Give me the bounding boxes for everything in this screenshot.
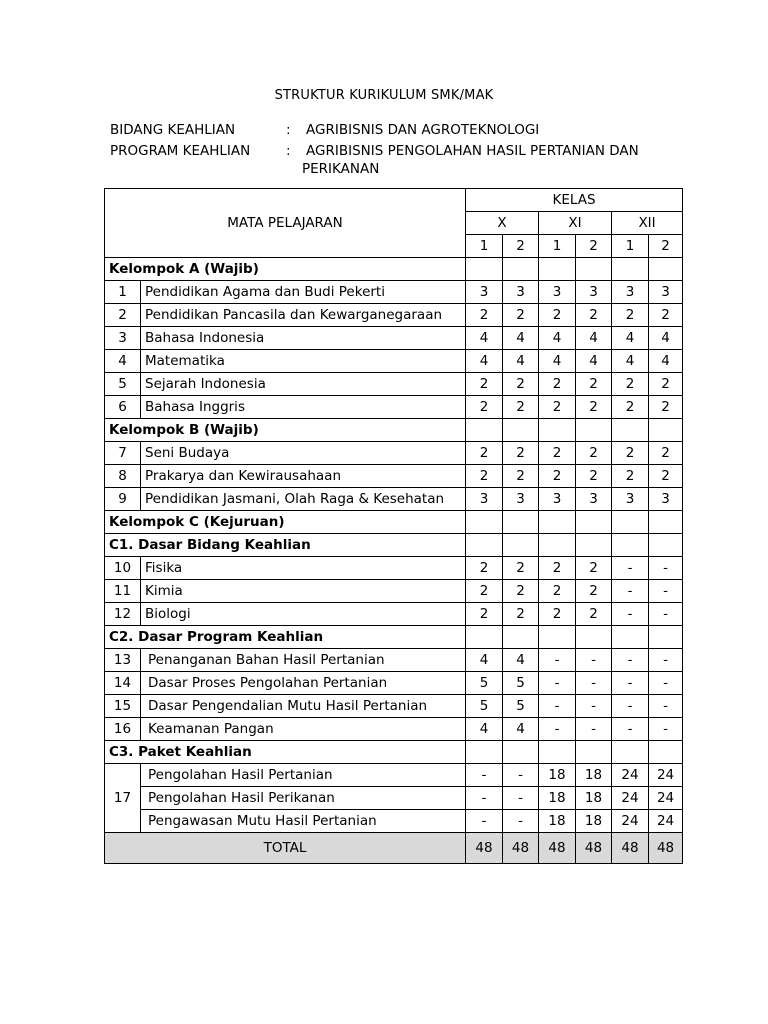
subject-name: Sejarah Indonesia bbox=[141, 373, 466, 396]
hours-cell: 2 bbox=[649, 373, 683, 396]
hours-cell: - bbox=[576, 695, 612, 718]
hours-cell: 2 bbox=[466, 465, 503, 488]
hours-cell: 4 bbox=[503, 350, 539, 373]
hours-cell: 2 bbox=[576, 304, 612, 327]
empty-cell bbox=[649, 534, 683, 557]
hours-cell: 24 bbox=[612, 787, 649, 810]
empty-cell bbox=[466, 511, 503, 534]
row-number: 15 bbox=[105, 695, 141, 718]
hours-cell: - bbox=[649, 649, 683, 672]
hours-cell: 2 bbox=[612, 465, 649, 488]
hours-cell: 2 bbox=[576, 557, 612, 580]
empty-cell bbox=[539, 258, 576, 281]
empty-cell bbox=[503, 741, 539, 764]
hours-cell: - bbox=[612, 557, 649, 580]
hours-cell: 3 bbox=[649, 281, 683, 304]
hours-cell: 18 bbox=[576, 764, 612, 787]
table-row bbox=[105, 603, 683, 626]
row-number: 2 bbox=[105, 304, 141, 327]
hours-cell: - bbox=[503, 810, 539, 833]
hours-cell: - bbox=[539, 649, 576, 672]
hours-cell: 24 bbox=[649, 787, 683, 810]
hours-cell: 3 bbox=[503, 488, 539, 511]
subject-name: Prakarya dan Kewirausahaan bbox=[141, 465, 466, 488]
semester-header: 1 bbox=[539, 235, 576, 258]
table-row bbox=[105, 442, 683, 465]
grade-header: X bbox=[466, 212, 539, 235]
hours-cell: - bbox=[466, 810, 503, 833]
hours-cell: 3 bbox=[612, 281, 649, 304]
hours-cell: 2 bbox=[539, 396, 576, 419]
bidang-keahlian-label: BIDANG KEAHLIAN bbox=[110, 122, 236, 138]
hours-cell: 4 bbox=[503, 718, 539, 741]
table-row bbox=[105, 695, 683, 718]
table-row bbox=[105, 281, 683, 304]
row-number: 13 bbox=[105, 649, 141, 672]
empty-cell bbox=[649, 258, 683, 281]
hours-cell: 2 bbox=[539, 373, 576, 396]
hours-cell: 3 bbox=[539, 488, 576, 511]
group-row bbox=[105, 511, 683, 534]
table-row bbox=[105, 649, 683, 672]
hours-cell: - bbox=[612, 649, 649, 672]
total-cell: 48 bbox=[503, 833, 539, 864]
hours-cell: 2 bbox=[466, 304, 503, 327]
hours-cell: - bbox=[466, 764, 503, 787]
hours-cell: 4 bbox=[466, 649, 503, 672]
row-number: 1 bbox=[105, 281, 141, 304]
table-row bbox=[105, 396, 683, 419]
hours-cell: - bbox=[576, 672, 612, 695]
hours-cell: - bbox=[576, 718, 612, 741]
empty-cell bbox=[576, 741, 612, 764]
group-label: Kelompok B (Wajib) bbox=[105, 419, 466, 442]
subject-name: Pendidikan Agama dan Budi Pekerti bbox=[141, 281, 466, 304]
hours-cell: 4 bbox=[576, 327, 612, 350]
group-label: Kelompok C (Kejuruan) bbox=[105, 511, 466, 534]
total-row bbox=[105, 833, 683, 864]
empty-cell bbox=[612, 419, 649, 442]
row-number: 5 bbox=[105, 373, 141, 396]
hours-cell: 2 bbox=[503, 396, 539, 419]
hours-cell: - bbox=[649, 603, 683, 626]
hours-cell: 2 bbox=[503, 557, 539, 580]
hours-cell: 2 bbox=[612, 304, 649, 327]
hours-cell: 2 bbox=[466, 557, 503, 580]
empty-cell bbox=[466, 258, 503, 281]
table-row bbox=[105, 350, 683, 373]
hours-cell: 2 bbox=[576, 373, 612, 396]
group-label: C1. Dasar Bidang Keahlian bbox=[105, 534, 466, 557]
program-keahlian-value-line1: AGRIBISNIS PENGOLAHAN HASIL PERTANIAN DAN bbox=[306, 143, 639, 159]
hours-cell: - bbox=[612, 695, 649, 718]
subject-name: Seni Budaya bbox=[141, 442, 466, 465]
empty-cell bbox=[539, 419, 576, 442]
semester-header: 2 bbox=[649, 235, 683, 258]
empty-cell bbox=[576, 258, 612, 281]
hours-cell: 2 bbox=[539, 442, 576, 465]
total-cell: 48 bbox=[576, 833, 612, 864]
subject-name: Matematika bbox=[141, 350, 466, 373]
hours-cell: - bbox=[612, 580, 649, 603]
hours-cell: - bbox=[576, 649, 612, 672]
hours-cell: - bbox=[612, 603, 649, 626]
hours-cell: 18 bbox=[576, 787, 612, 810]
group-row bbox=[105, 534, 683, 557]
group-label: C3. Paket Keahlian bbox=[105, 741, 466, 764]
hours-cell: 2 bbox=[612, 373, 649, 396]
hours-cell: 24 bbox=[612, 764, 649, 787]
table-row bbox=[105, 327, 683, 350]
table-row bbox=[105, 764, 683, 787]
group-row bbox=[105, 419, 683, 442]
colon: : bbox=[286, 122, 291, 138]
semester-header: 1 bbox=[612, 235, 649, 258]
empty-cell bbox=[649, 419, 683, 442]
subject-name: Pengolahan Hasil Perikanan bbox=[141, 787, 466, 810]
header-row-kelas bbox=[105, 189, 683, 212]
hours-cell: - bbox=[649, 557, 683, 580]
empty-cell bbox=[612, 741, 649, 764]
hours-cell: 4 bbox=[539, 327, 576, 350]
empty-cell bbox=[539, 626, 576, 649]
empty-cell bbox=[576, 626, 612, 649]
hours-cell: - bbox=[649, 672, 683, 695]
hours-cell: - bbox=[612, 718, 649, 741]
empty-cell bbox=[612, 511, 649, 534]
hours-cell: 4 bbox=[612, 350, 649, 373]
hours-cell: - bbox=[612, 672, 649, 695]
empty-cell bbox=[539, 511, 576, 534]
total-cell: 48 bbox=[539, 833, 576, 864]
hours-cell: 2 bbox=[466, 396, 503, 419]
program-keahlian-value-line2: PERIKANAN bbox=[302, 161, 380, 177]
total-cell: 48 bbox=[649, 833, 683, 864]
hours-cell: 5 bbox=[466, 695, 503, 718]
total-cell: 48 bbox=[612, 833, 649, 864]
subject-name: Penanganan Bahan Hasil Pertanian bbox=[141, 649, 466, 672]
subject-name: Bahasa Indonesia bbox=[141, 327, 466, 350]
hours-cell: 4 bbox=[576, 350, 612, 373]
hours-cell: 2 bbox=[649, 396, 683, 419]
empty-cell bbox=[503, 419, 539, 442]
hours-cell: 5 bbox=[503, 672, 539, 695]
hours-cell: 4 bbox=[503, 649, 539, 672]
hours-cell: 3 bbox=[612, 488, 649, 511]
row-number: 7 bbox=[105, 442, 141, 465]
subject-name: Pengolahan Hasil Pertanian bbox=[141, 764, 466, 787]
grade-header: XII bbox=[612, 212, 683, 235]
hours-cell: - bbox=[503, 787, 539, 810]
empty-cell bbox=[649, 626, 683, 649]
hours-cell: 5 bbox=[466, 672, 503, 695]
hours-cell: - bbox=[539, 695, 576, 718]
hours-cell: 2 bbox=[466, 603, 503, 626]
hours-cell: 2 bbox=[649, 442, 683, 465]
subject-name: Bahasa Inggris bbox=[141, 396, 466, 419]
subject-name: Biologi bbox=[141, 603, 466, 626]
kelas-header: KELAS bbox=[466, 189, 683, 212]
group-label: Kelompok A (Wajib) bbox=[105, 258, 466, 281]
total-cell: 48 bbox=[466, 833, 503, 864]
hours-cell: - bbox=[649, 718, 683, 741]
subject-name: Pendidikan Pancasila dan Kewarganegaraan bbox=[141, 304, 466, 327]
hours-cell: 4 bbox=[466, 718, 503, 741]
hours-cell: 2 bbox=[466, 373, 503, 396]
subject-name: Dasar Proses Pengolahan Pertanian bbox=[141, 672, 466, 695]
hours-cell: 18 bbox=[539, 764, 576, 787]
subject-name: Kimia bbox=[141, 580, 466, 603]
hours-cell: 4 bbox=[466, 327, 503, 350]
row-number: 12 bbox=[105, 603, 141, 626]
row-number: 4 bbox=[105, 350, 141, 373]
bidang-keahlian-value: AGRIBISNIS DAN AGROTEKNOLOGI bbox=[306, 122, 540, 138]
colon: : bbox=[286, 143, 291, 159]
hours-cell: 4 bbox=[612, 327, 649, 350]
empty-cell bbox=[503, 511, 539, 534]
empty-cell bbox=[576, 534, 612, 557]
group-label: C2. Dasar Program Keahlian bbox=[105, 626, 466, 649]
table-row bbox=[105, 557, 683, 580]
table-row bbox=[105, 787, 683, 810]
empty-cell bbox=[649, 741, 683, 764]
semester-header: 2 bbox=[503, 235, 539, 258]
hours-cell: 3 bbox=[576, 488, 612, 511]
hours-cell: 2 bbox=[539, 304, 576, 327]
hours-cell: 3 bbox=[576, 281, 612, 304]
total-label: TOTAL bbox=[105, 833, 466, 864]
empty-cell bbox=[503, 534, 539, 557]
hours-cell: 2 bbox=[503, 304, 539, 327]
grade-header: XI bbox=[539, 212, 612, 235]
empty-cell bbox=[539, 534, 576, 557]
semester-header: 1 bbox=[466, 235, 503, 258]
table-row bbox=[105, 465, 683, 488]
group-row bbox=[105, 258, 683, 281]
hours-cell: - bbox=[503, 764, 539, 787]
group-row bbox=[105, 626, 683, 649]
empty-cell bbox=[503, 626, 539, 649]
hours-cell: 2 bbox=[612, 442, 649, 465]
hours-cell: 24 bbox=[649, 810, 683, 833]
hours-cell: 3 bbox=[539, 281, 576, 304]
hours-cell: 2 bbox=[576, 442, 612, 465]
curriculum-table bbox=[104, 188, 683, 864]
hours-cell: 2 bbox=[539, 603, 576, 626]
empty-cell bbox=[612, 534, 649, 557]
hours-cell: 2 bbox=[503, 603, 539, 626]
subject-name: Pendidikan Jasmani, Olah Raga & Kesehatan bbox=[141, 488, 466, 511]
hours-cell: 2 bbox=[466, 442, 503, 465]
hours-cell: 4 bbox=[503, 327, 539, 350]
hours-cell: 2 bbox=[503, 373, 539, 396]
table-row bbox=[105, 304, 683, 327]
empty-cell bbox=[576, 419, 612, 442]
subject-name: Dasar Pengendalian Mutu Hasil Pertanian bbox=[141, 695, 466, 718]
empty-cell bbox=[612, 626, 649, 649]
row-number: 3 bbox=[105, 327, 141, 350]
empty-cell bbox=[466, 534, 503, 557]
hours-cell: 3 bbox=[466, 488, 503, 511]
hours-cell: - bbox=[466, 787, 503, 810]
program-keahlian-label: PROGRAM KEAHLIAN bbox=[110, 143, 251, 159]
hours-cell: 2 bbox=[649, 465, 683, 488]
row-number: 17 bbox=[105, 764, 141, 833]
row-number: 16 bbox=[105, 718, 141, 741]
table-row bbox=[105, 580, 683, 603]
empty-cell bbox=[539, 741, 576, 764]
hours-cell: 2 bbox=[503, 465, 539, 488]
hours-cell: - bbox=[539, 672, 576, 695]
table-row bbox=[105, 373, 683, 396]
hours-cell: - bbox=[649, 695, 683, 718]
group-row bbox=[105, 741, 683, 764]
hours-cell: 18 bbox=[539, 787, 576, 810]
hours-cell: 2 bbox=[576, 465, 612, 488]
table-row bbox=[105, 810, 683, 833]
hours-cell: 18 bbox=[576, 810, 612, 833]
empty-cell bbox=[649, 511, 683, 534]
hours-cell: 2 bbox=[503, 442, 539, 465]
empty-cell bbox=[503, 258, 539, 281]
hours-cell: 4 bbox=[649, 350, 683, 373]
table-row bbox=[105, 672, 683, 695]
hours-cell: 2 bbox=[612, 396, 649, 419]
hours-cell: 2 bbox=[576, 603, 612, 626]
hours-cell: 24 bbox=[612, 810, 649, 833]
hours-cell: 3 bbox=[466, 281, 503, 304]
row-number: 9 bbox=[105, 488, 141, 511]
hours-cell: - bbox=[649, 580, 683, 603]
document-title: STRUKTUR KURIKULUM SMK/MAK bbox=[274, 88, 494, 103]
empty-cell bbox=[466, 741, 503, 764]
hours-cell: 4 bbox=[466, 350, 503, 373]
subject-name: Keamanan Pangan bbox=[141, 718, 466, 741]
row-number: 8 bbox=[105, 465, 141, 488]
hours-cell: 4 bbox=[649, 327, 683, 350]
hours-cell: 3 bbox=[503, 281, 539, 304]
hours-cell: 5 bbox=[503, 695, 539, 718]
row-number: 10 bbox=[105, 557, 141, 580]
hours-cell: 2 bbox=[539, 580, 576, 603]
row-number: 6 bbox=[105, 396, 141, 419]
hours-cell: 2 bbox=[576, 396, 612, 419]
hours-cell: 3 bbox=[649, 488, 683, 511]
hours-cell: 4 bbox=[539, 350, 576, 373]
mata-pelajaran-header: MATA PELAJARAN bbox=[105, 189, 466, 258]
hours-cell: 18 bbox=[539, 810, 576, 833]
hours-cell: 2 bbox=[539, 557, 576, 580]
row-number: 11 bbox=[105, 580, 141, 603]
hours-cell: 2 bbox=[503, 580, 539, 603]
empty-cell bbox=[466, 419, 503, 442]
hours-cell: 24 bbox=[649, 764, 683, 787]
empty-cell bbox=[466, 626, 503, 649]
hours-cell: 2 bbox=[649, 304, 683, 327]
row-number: 14 bbox=[105, 672, 141, 695]
subject-name: Fisika bbox=[141, 557, 466, 580]
table-row bbox=[105, 488, 683, 511]
hours-cell: 2 bbox=[576, 580, 612, 603]
empty-cell bbox=[576, 511, 612, 534]
hours-cell: - bbox=[539, 718, 576, 741]
hours-cell: 2 bbox=[539, 465, 576, 488]
semester-header: 2 bbox=[576, 235, 612, 258]
hours-cell: 2 bbox=[466, 580, 503, 603]
subject-name: Pengawasan Mutu Hasil Pertanian bbox=[141, 810, 466, 833]
table-row bbox=[105, 718, 683, 741]
empty-cell bbox=[612, 258, 649, 281]
